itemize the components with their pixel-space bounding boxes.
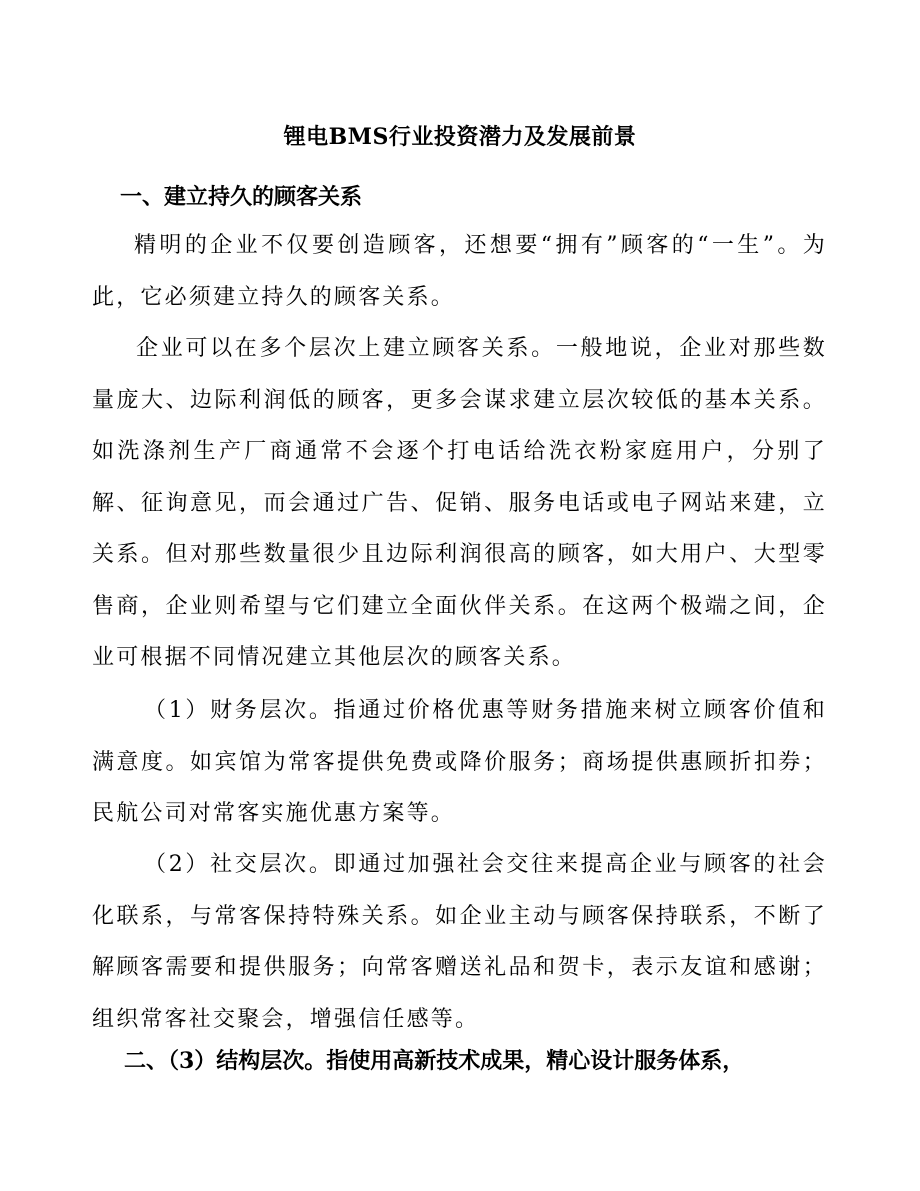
section-heading-1: 一、建立持久的顾客关系	[120, 184, 363, 210]
document-title: 锂电BMS行业投资潜力及发展前景	[283, 124, 637, 150]
paragraph-2: 企业可以在多个层次上建立顾客关系。一般地说，企业对那些数量庞大、边际利润低的顾客，更多会谋求建立层次较低的基本关系。如洗涤剂生产厂商通常不会逐个打电话给洗衣粉家庭用户，分别了解、征询意见，而会通过广告、促销、服务电话或电子网站来建，立关系。但对那些数量很少且边际利润很高的顾客，如大用户、大型零售商，企业则希望与它们建立全面伙伴关系。在这两个极端之间，企业可根据不同情况建立其他层次的顾客关系。	[92, 336, 827, 670]
paragraph-4: （2）社交层次。即通过加强社会交往来提高企业与顾客的社会化联系，与常客保持特殊关系。如企业主动与顾客保持联系，不断了解顾客需要和提供服务；向常客赠送礼品和贺卡，表示友谊和感谢；组织常客社交聚会，增强信任感等。	[92, 852, 827, 1032]
section-heading-2: 二、（3）结构层次。指使用高新技术成果，精心设计服务体系，	[124, 1048, 745, 1074]
paragraph-3: （1）财务层次。指通过价格优惠等财务措施来树立顾客价值和满意度。如宾馆为常客提供免费或降价服务；商场提供惠顾折扣券；民航公司对常客实施优惠方案等。	[92, 698, 827, 826]
paragraph-1: 精明的企业不仅要创造顾客，还想要“拥有”顾客的“一生”。为此，它必须建立持久的顾客关系。	[92, 233, 827, 310]
